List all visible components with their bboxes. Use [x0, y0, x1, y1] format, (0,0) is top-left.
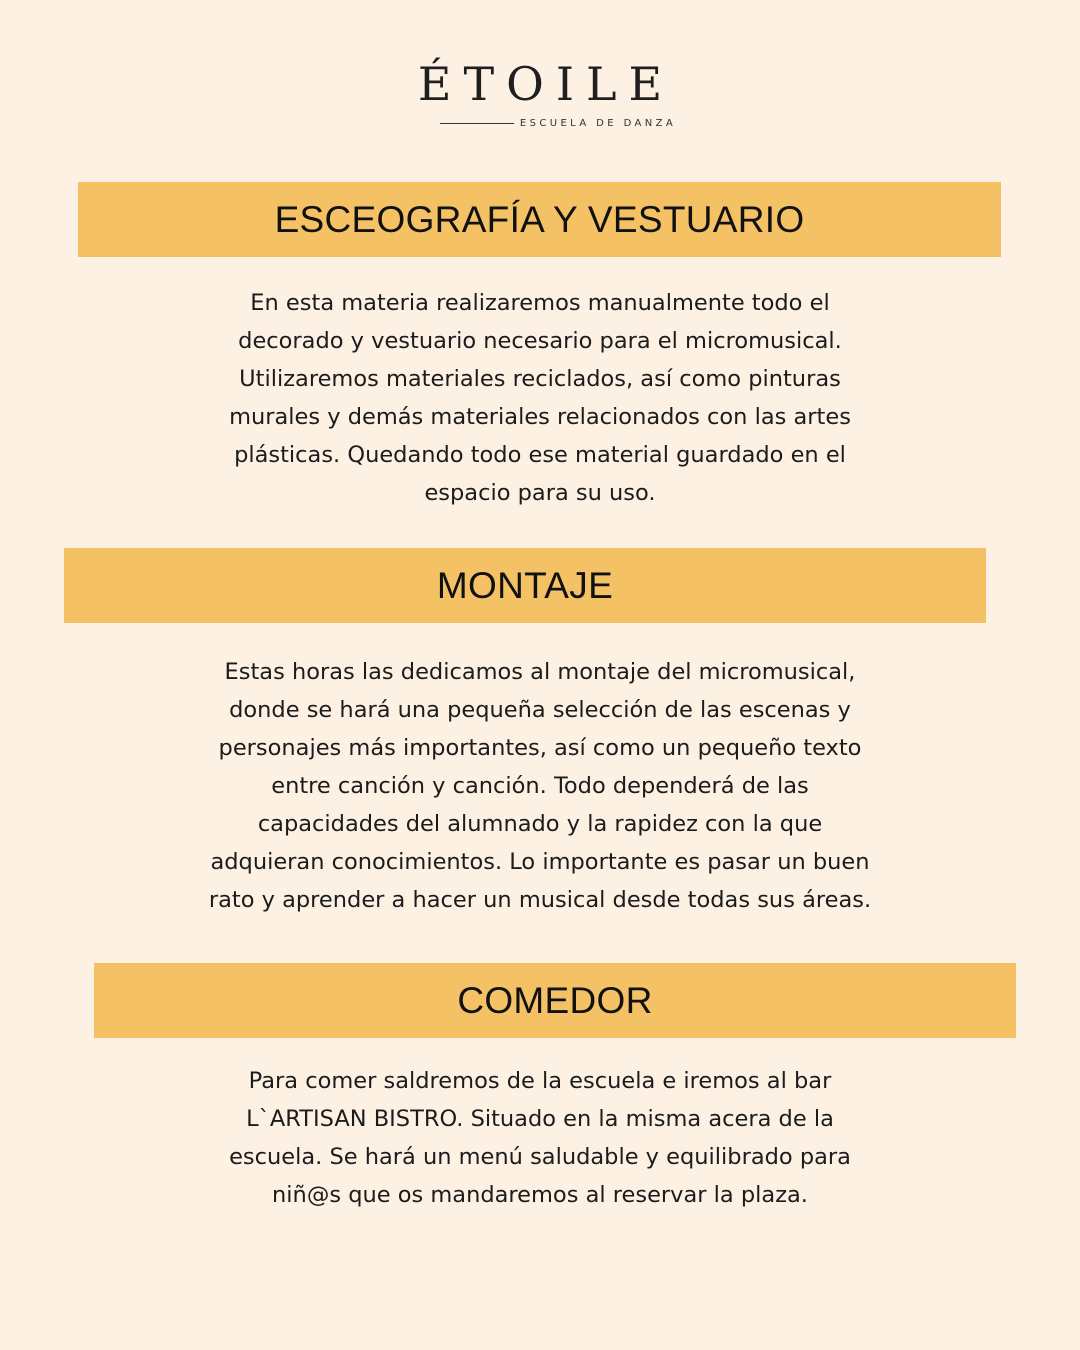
text-line: murales y demás materiales relacionados con las artes [229, 404, 851, 430]
logo-title: ÉTOILE [417, 57, 675, 111]
section-banner-comedor [94, 963, 1016, 1038]
section-heading: MONTAJE [436, 564, 614, 606]
text-line: capacidades del alumnado y la rapidez con la que [257, 811, 823, 837]
text-line: Utilizaremos materiales reciclados, así como pinturas [239, 366, 841, 392]
text-line: personajes más importantes, así como un pequeño texto [218, 735, 862, 761]
text-line: En esta materia realizaremos manualmente todo el [250, 290, 830, 316]
logo-subtitle: ESCUELA DE DANZA [519, 118, 677, 129]
text-line: Estas horas las dedicamos al montaje del micromusical, [224, 659, 856, 685]
text-line: donde se hará una pequeña selección de las escenas y [229, 697, 851, 723]
text-line: espacio para su uso. [424, 480, 656, 506]
section-text-escenografia [140, 284, 940, 512]
section-text-comedor [140, 1062, 940, 1214]
text-line: Para comer saldremos de la escuela e iremos al bar [248, 1068, 832, 1094]
section-banner-escenografia [78, 182, 1001, 257]
text-line: rato y aprender a hacer un musical desde todas sus áreas. [208, 887, 872, 913]
section-heading: COMEDOR [457, 979, 653, 1021]
text-line: adquieran conocimientos. Lo importante es pasar un buen [210, 849, 870, 875]
text-line: escuela. Se hará un menú saludable y equilibrado para [229, 1144, 851, 1170]
text-line: decorado y vestuario necesario para el micromusical. [238, 328, 842, 354]
section-banner-montaje [64, 548, 986, 623]
logo [0, 56, 1080, 129]
text-line: entre canción y canción. Todo dependerá de las [271, 773, 809, 799]
text-line: niñ@s que os mandaremos al reservar la plaza. [272, 1182, 808, 1208]
logo-subtitle-row [36, 118, 1080, 129]
text-line: plásticas. Quedando todo ese material guardado en el [234, 442, 846, 468]
text-line: L`ARTISAN BISTRO. Situado en la misma acera de la [246, 1106, 834, 1132]
section-text-montaje [140, 653, 940, 919]
section-heading: ESCEOGRAFÍA Y VESTUARIO [274, 198, 805, 240]
logo-divider-line [440, 123, 514, 124]
